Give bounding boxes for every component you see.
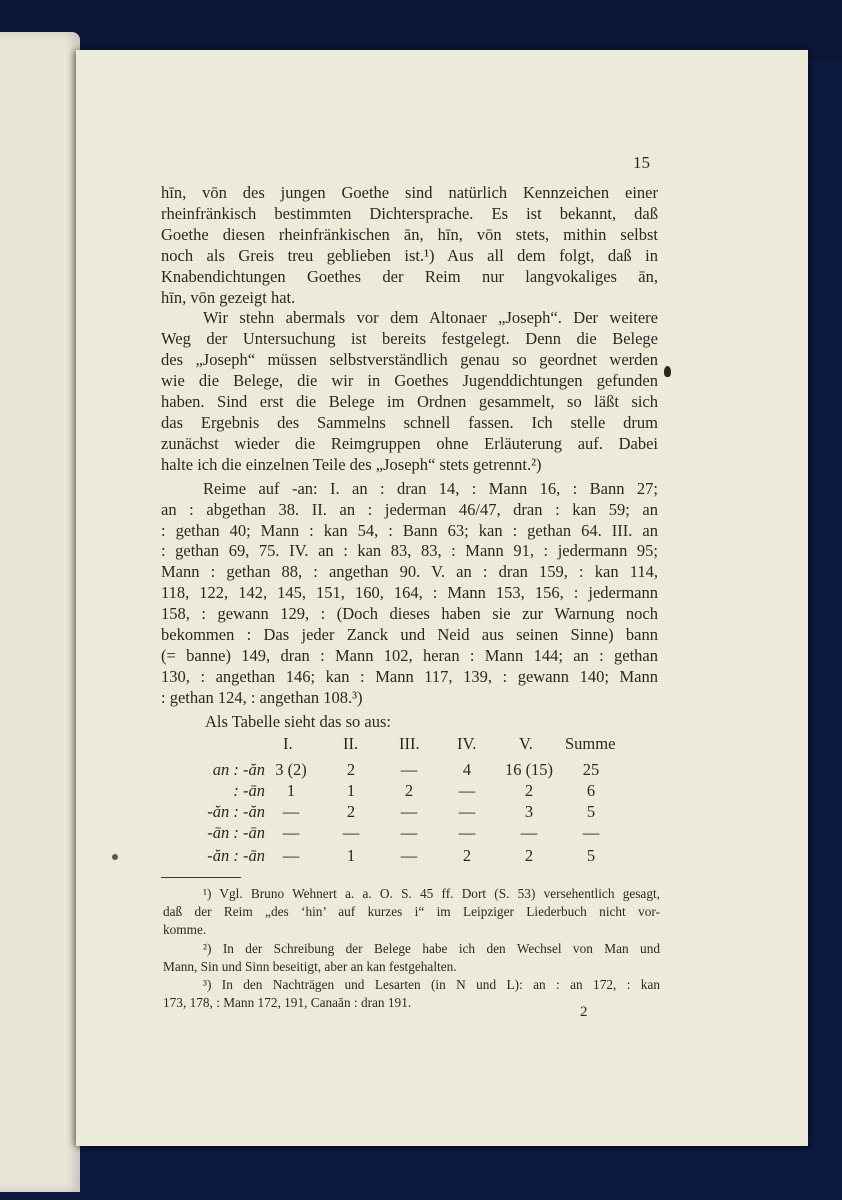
- table-cell: 2: [524, 781, 534, 800]
- footnote-1: [163, 885, 660, 940]
- table-cell: —: [458, 802, 476, 821]
- text-line: 118, 122, 142, 145, 151, 160, 164, : Mann 153, 156, : jedermann: [161, 583, 658, 603]
- body-text: [161, 183, 658, 709]
- table-cell: —: [400, 823, 418, 842]
- table-header: IV.: [457, 734, 477, 753]
- text-line: des „Joseph“ müssen selbstverständlich genau so geordnet werden: [161, 350, 658, 370]
- table-cell: 2: [346, 760, 356, 779]
- table-cell: 3 (2): [275, 760, 307, 779]
- table-cell: 25: [582, 760, 600, 779]
- text-line: Reime auf -an: I. an : dran 14, : Mann 16, : Bann 27;: [203, 478, 658, 498]
- text-line: : gethan 40; Mann : kan 54, : Bann 63; kan : gethan 64. III. an: [161, 520, 658, 540]
- table-cell: —: [520, 823, 538, 842]
- text-line: : gethan 124, : angethan 108.³): [161, 687, 363, 707]
- paragraph-1: [161, 183, 658, 308]
- text-line: bekommen : Das jeder Zanck und Neid aus seinen Sinne) bann: [161, 625, 658, 645]
- table-cell: —: [582, 823, 600, 842]
- text-line: haben. Sind erst die Belege im Ordnen gesammelt, so läßt sich: [161, 392, 658, 412]
- table-header: Summe: [565, 734, 616, 753]
- table-header: III.: [399, 734, 420, 753]
- table-row-label: an : -ăn: [212, 760, 265, 779]
- text-line: 158, : gewann 129, : (Doch dieses haben sie zur Warnung noch: [161, 604, 658, 624]
- table-cell: 2: [462, 846, 472, 865]
- table-row-label: -ăn : -ăn: [207, 802, 265, 821]
- table-cell: 5: [586, 802, 596, 821]
- table-cell: —: [282, 823, 300, 842]
- footnote-2: [163, 940, 660, 976]
- table-row-label: : -ān: [233, 781, 265, 800]
- footnote-line: ¹) Vgl. Bruno Wehnert a. a. O. S. 45 ff. Dort (S. 53) versehentlich gesagt,: [203, 886, 660, 901]
- footnote-line: daß der Reim „des ‘hin’ auf kurzes i“ im Leipziger Liederbuch nicht vor-: [163, 904, 660, 920]
- table-cell: —: [458, 823, 476, 842]
- table-cell: —: [400, 802, 418, 821]
- table-cell: 3: [524, 802, 534, 821]
- table-cell: 2: [346, 802, 356, 821]
- text-line: Weg der Untersuchung ist bereits festgelegt. Denn die Belege: [161, 329, 658, 349]
- table-cell: —: [342, 823, 360, 842]
- text-line: 130, : angethan 146; kan : Mann 117, 139, : gewann 140; Mann: [161, 666, 658, 686]
- table-cell: 1: [346, 781, 356, 800]
- table-cell: 4: [462, 760, 472, 779]
- page-number: 15: [633, 153, 650, 172]
- text-line: das Ergebnis des Sammelns schnell fassen. Ich stelle drum: [161, 412, 658, 432]
- table-header: V.: [519, 734, 533, 753]
- paragraph-3: [161, 479, 658, 709]
- text-line: wie die Belege, die wir in Goethes Jugenddichtungen gefunden: [161, 371, 658, 391]
- table-cell: —: [400, 760, 418, 779]
- footnote-line: ³) In den Nachträgen und Lesarten (in N und L): an : an 172, : kan: [203, 977, 660, 993]
- footnote-divider: [161, 877, 241, 878]
- text-line: halte ich die einzelnen Teile des „Joseph“ stets getrennt.²): [161, 454, 542, 474]
- text-line: Mann : gethan 88, : angethan 90. V. an : dran 159, : kan 114,: [161, 562, 658, 582]
- table-cell: 1: [286, 781, 296, 800]
- footnote-line: komme.: [163, 922, 207, 938]
- table-cell: 2: [524, 846, 534, 865]
- table-row-label: -ăn : -ān: [207, 846, 265, 865]
- text-line: hīn, vōn gezeigt hat.: [161, 287, 296, 307]
- text-line: an : abgethan 38. II. an : jederman 46/47, dran : kan 59; an: [161, 499, 658, 519]
- footnote-line: 173, 178, : Mann 172, 191, Canaān : dran 191.: [163, 995, 412, 1011]
- table-cell: —: [282, 802, 300, 821]
- text-line: noch als Greis treu geblieben ist.¹) Aus all dem folgt, daß in: [161, 245, 658, 265]
- text-line: zunächst wieder die Reimgruppen ohne Erläuterung auf. Dabei: [161, 433, 658, 453]
- text-line: Knabendichtungen Goethes der Reim nur langvokaliges ān,: [161, 266, 658, 286]
- table-cell: 16 (15): [504, 760, 554, 779]
- footnote-line: ²) In der Schreibung der Belege habe ich den Wechsel von Man und: [203, 940, 660, 956]
- table-cell: —: [458, 781, 476, 800]
- paper-speck: [112, 854, 118, 860]
- table-cell: 6: [586, 781, 596, 800]
- text-line: Wir stehn abermals vor dem Altonaer „Joseph“. Der weitere: [203, 308, 658, 328]
- footnotes: [163, 885, 660, 1012]
- text-line: hīn, vōn des jungen Goethe sind natürlich Kennzeichen einer: [161, 183, 658, 202]
- table-header: I.: [283, 734, 293, 753]
- table-title: Als Tabelle sieht das so aus:: [205, 712, 391, 731]
- table-cell: 2: [404, 781, 414, 800]
- ink-blot: [664, 366, 671, 377]
- paragraph-2: [161, 308, 658, 475]
- signature-mark: 2: [580, 1004, 588, 1020]
- text-line: rheinfränkisch bestimmten Dichtersprache. Es ist bekannt, daß: [161, 203, 658, 223]
- table-row-label: -ān : -ān: [207, 823, 265, 842]
- text-line: : gethan 69, 75. IV. an : kan 83, 83, : Mann 91, : jedermann 95;: [161, 541, 658, 561]
- table-cell: 5: [586, 846, 596, 865]
- text-line: (= banne) 149, dran : Mann 102, heran : Mann 144; an : gethan: [161, 645, 658, 665]
- table-header: II.: [343, 734, 359, 753]
- table-cell: —: [400, 846, 418, 865]
- table-cell: 1: [346, 846, 356, 865]
- left-book-page: [0, 32, 80, 1192]
- footnote-line: Mann, Sin und Sinn beseitigt, aber an kan festgehalten.: [163, 958, 457, 974]
- table-cell: —: [282, 846, 300, 865]
- text-line: Goethe diesen rheinfränkischen ān, hīn, vōn stets, mithin selbst: [161, 224, 658, 244]
